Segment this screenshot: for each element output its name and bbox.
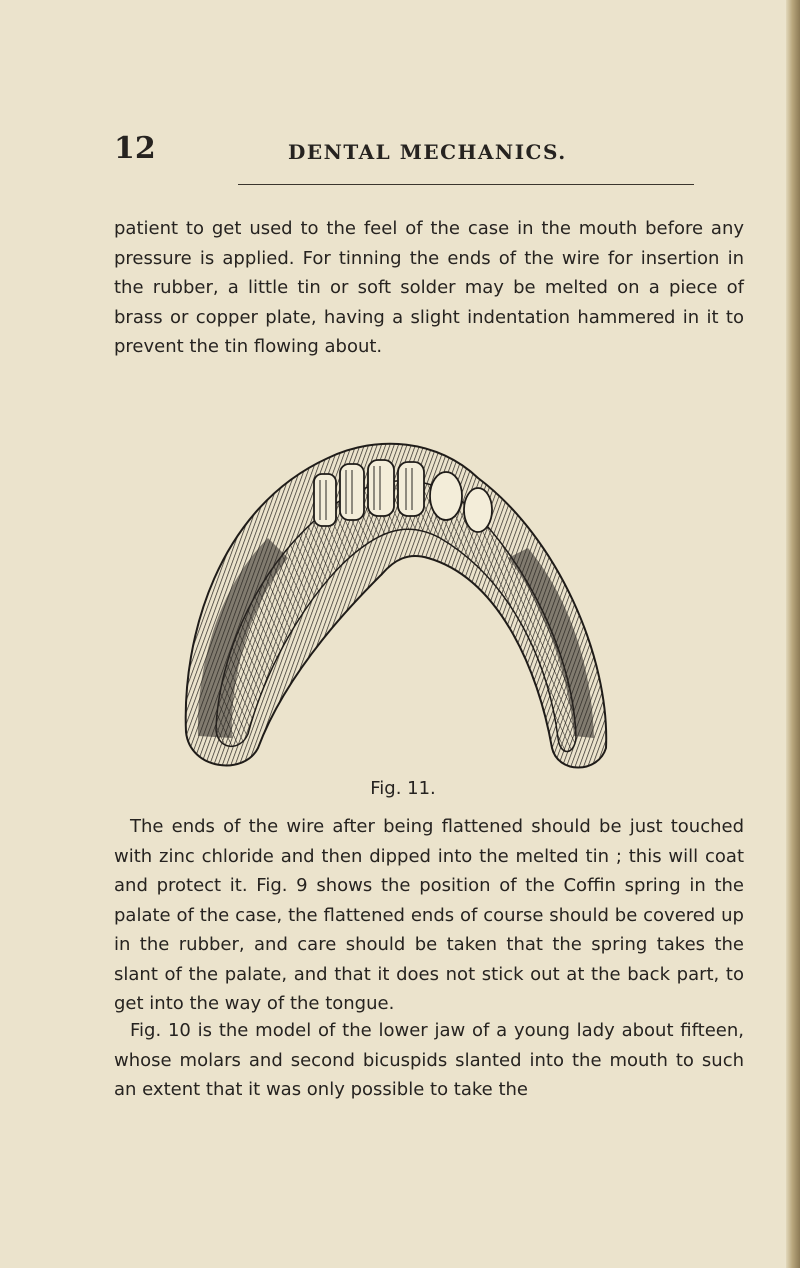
paragraph-2: The ends of the wire after being flattened should be just touched with zinc chloride and then dipped into the melted tin ; this will coat and protect it. Fig. 9 shows the position of the Coffin spring in the palate of the case, the flattened ends of course should be covered up in the rubber, and care should be taken that the spring takes the slant of the palate, and that it does not stick out at the back part, to get into the way of the tongue. — [114, 816, 744, 1014]
tooth — [314, 474, 336, 526]
paragraph-3: Fig. 10 is the model of the lower jaw of a young lady about fifteen, whose molars and second bicuspids slanted into the mouth to such an extent that it was only possible to take the — [114, 1020, 744, 1100]
figure-lower-jaw-icon — [178, 418, 616, 770]
jaw-model-engraving — [178, 418, 616, 770]
tooth — [398, 462, 424, 516]
tooth — [430, 472, 462, 520]
figure-caption: Fig. 11. — [370, 778, 436, 799]
header-rule — [238, 184, 694, 185]
page-number: 12 — [114, 131, 156, 166]
paragraph-1: patient to get used to the feel of the case in the mouth before any pressure is applied. For tinning the ends of the wire for insertion in the rubber, a little tin or soft solder may be melted on a piece of brass or copper plate, having a slight indentation hammered in it to prevent the tin flowing about. — [114, 218, 744, 357]
page-edge-shadow — [786, 0, 800, 1268]
tooth — [464, 488, 492, 532]
page-header — [0, 132, 800, 172]
tooth — [368, 460, 394, 516]
running-head: DENTAL MECHANICS. — [288, 140, 567, 164]
